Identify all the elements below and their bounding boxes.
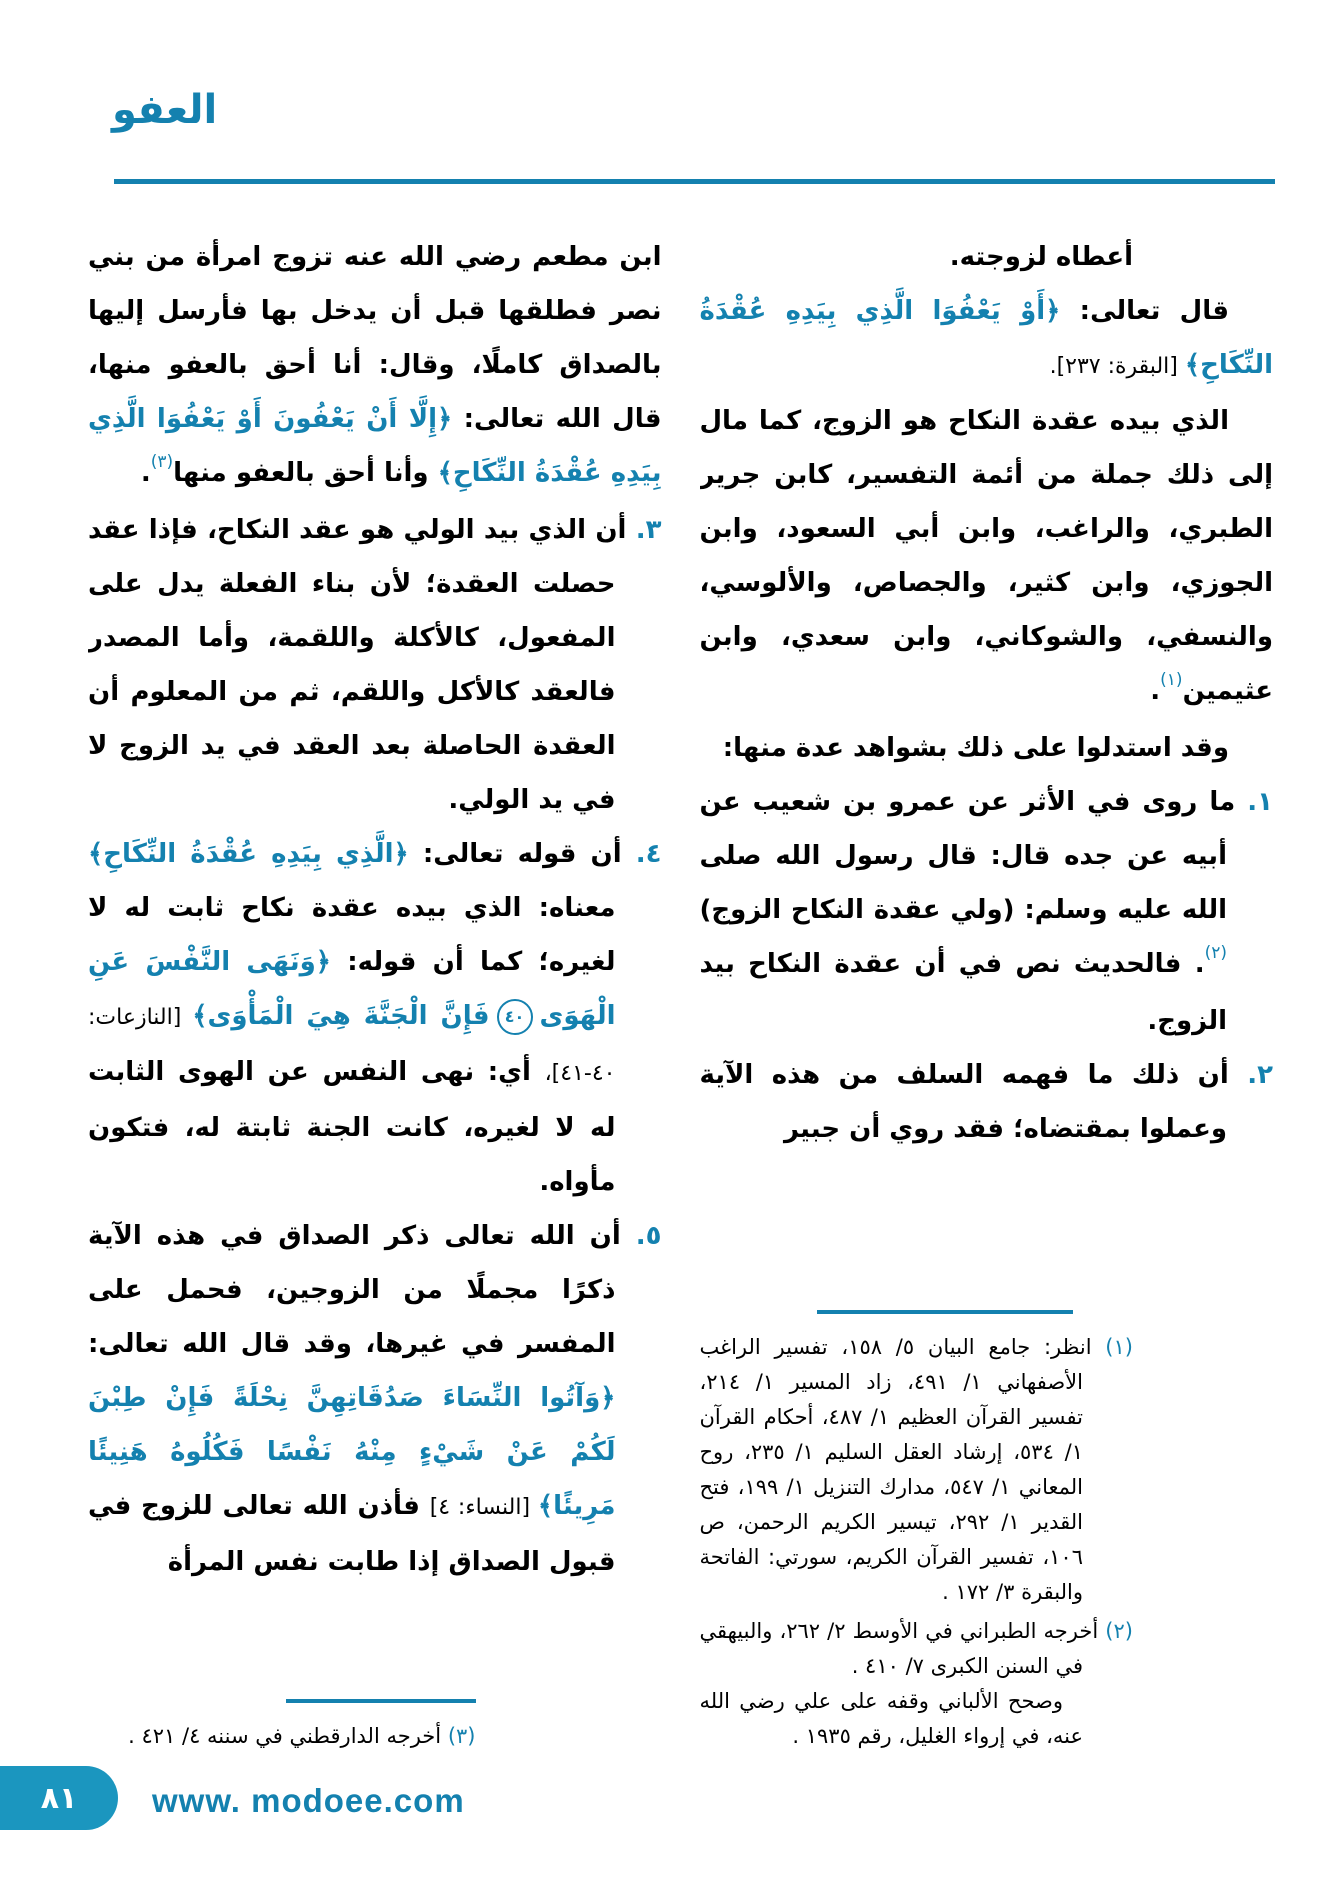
footnote-1 xyxy=(700,1330,1134,1610)
footnote-number: (٢) xyxy=(1105,1619,1133,1643)
body-text: فأذن الله تعالى للزوج في قبول الصداق إذا طابت نفس المرأة xyxy=(88,1491,616,1577)
footnote-marker-1: (١) xyxy=(1160,670,1183,690)
list-item-5 xyxy=(88,1209,662,1589)
verse-reference: [النازعات: ٤٠-٤١]، xyxy=(88,1005,616,1086)
body-text: وأنا أحق بالعفو منها xyxy=(173,458,438,488)
body-text: . xyxy=(140,458,151,488)
page-number: ٨١ xyxy=(40,1780,78,1816)
footnote-text: أخرجه الدارقطني في سننه ٤/ ٤٢١ . xyxy=(128,1724,442,1748)
quran-verse: ﴿وَآتُوا النِّسَاءَ صَدُقَاتِهِنَّ نِحْلَةً فَإِنْ طِبْنَ لَكُمْ عَنْ شَيْءٍ مِنْهُ نَفْسًا فَكُلُوهُ هَنِيئًا مَرِيئًا﴾ xyxy=(88,1383,616,1521)
body-text: أن قوله تعالى: xyxy=(408,839,622,869)
body-text: أن الله تعالى ذكر الصداق في هذه الآية ذكرًا مجملًا من الزوجين، فحمل على المفسر في غيرها، وقد قال الله تعالى: xyxy=(88,1221,621,1359)
footnote-number: (٣) xyxy=(447,1724,476,1748)
ayah-number-ornament: ٤٠ xyxy=(497,999,533,1035)
body-text: الذي بيده عقدة النكاح هو الزوج، كما مال إلى ذلك جملة من أئمة التفسير، كابن جرير الطبري، والراغب، وابن أبي السعود، وابن الجوزي، وابن كثير، والجصاص، والألوسي، والنسفي، والشوكاني، وابن سعدي، وابن عثيمين xyxy=(699,406,1273,706)
footnote-3 xyxy=(88,1719,476,1754)
body-text: ما روى في الأثر عن عمرو بن شعيب عن أبيه عن جده قال: قال رسول الله صلى الله عليه وسلم: (ولي عقدة النكاح الزوج) xyxy=(699,787,1236,925)
footnote-marker-2: (٢) xyxy=(1204,943,1227,963)
body-text: وقد استدلوا على ذلك بشواهد عدة منها: xyxy=(722,733,1229,763)
quran-verse: فَإِنَّ الْجَنَّةَ هِيَ الْمَأْوَى﴾ xyxy=(192,1001,490,1031)
footnotes-section xyxy=(88,1699,476,1758)
page-title: العفو xyxy=(112,87,218,133)
list-item-3 xyxy=(88,503,662,827)
left-column xyxy=(88,230,662,1758)
list-number: ١. xyxy=(1247,787,1273,817)
header-rule xyxy=(114,179,1275,184)
list-item-2 xyxy=(700,1048,1274,1156)
paragraph-tafsir-imams xyxy=(700,394,1274,721)
verse-reference: [النساء: ٤] xyxy=(429,1495,538,1520)
list-item-4 xyxy=(88,827,662,1209)
footnote-separator-rule xyxy=(286,1699,476,1703)
body-text: أن ذلك ما فهمه السلف من هذه الآية وعملوا بمقتضاه؛ فقد روي أن جبير xyxy=(699,1060,1229,1144)
paragraph-story xyxy=(88,230,662,503)
page-number-badge xyxy=(0,1766,118,1830)
quran-verse: ﴿إِلَّا أَنْ يَعْفُونَ أَوْ يَعْفُوَا الَّذِي بِيَدِهِ عُقْدَةُ النِّكَاحِ﴾ xyxy=(88,404,662,488)
body-text: أن الذي بيد الولي هو عقد النكاح، فإذا عقد حصلت العقدة؛ لأن بناء الفعلة يدل على المفعول، كالأكلة واللقمة، وأما المصدر فالعقد كالأكل واللقم، ثم من المعلوم أن العقدة الحاصلة بعد العقد في يد الزوج لا في يد الولي. xyxy=(88,515,627,815)
body-text: . xyxy=(1150,676,1161,706)
body-text: أي: نهى النفس عن الهوى الثابت له لا لغيره، كانت الجنة ثابتة له، فتكون مأواه. xyxy=(88,1057,616,1197)
quran-verse: ﴿أَوْ يَعْفُوَا الَّذِي بِيَدِهِ عُقْدَةُ النِّكَاحِ﴾ xyxy=(699,296,1273,380)
list-number: ٤. xyxy=(635,839,662,869)
list-number: ٣. xyxy=(635,515,662,545)
content-columns xyxy=(88,230,1273,1758)
paragraph-continuation xyxy=(700,230,1274,284)
footnote-separator-rule xyxy=(817,1310,1073,1314)
body-text: معناه: الذي بيده عقدة نكاح ثابت له لا لغيره؛ كما أن قوله: xyxy=(88,893,616,977)
quran-verse: ﴿وَنَهَى النَّفْسَ عَنِ الْهَوَى xyxy=(88,947,616,1031)
website-link[interactable]: www. modoee.com xyxy=(152,1782,465,1819)
verse-reference: [البقرة: ٢٣٧]. xyxy=(1049,354,1185,379)
body-text: قال تعالى: xyxy=(1060,296,1229,326)
list-number: ٥. xyxy=(635,1221,662,1251)
footnote-text: أخرجه الطبراني في الأوسط ٢/ ٢٦٢، والبيهقي في السنن الكبرى ٧/ ٤١٠ . xyxy=(699,1619,1099,1678)
paragraph-verse-baqarah xyxy=(700,284,1274,394)
footnote-text-continuation: وصحح الألباني وقفه على علي رضي الله عنه، في إرواء الغليل، رقم ١٩٣٥ . xyxy=(699,1689,1083,1748)
footnote-text: انظر: جامع البيان ٥/ ١٥٨، تفسير الراغب الأصفهاني ١/ ٤٩١، زاد المسير ١/ ٢١٤، تفسير القرآن العظيم ١/ ٤٨٧، أحكام القرآن ١/ ٥٣٤، إرشاد العقل السليم ١/ ٢٣٥، روح المعاني ١/ ٥٤٧، مدارك التنزيل ١/ ١٩٩، فتح القدير ١/ ٢٩٢، تيسير الكريم الرحمن، ص ١٠٦، تفسير القرآن الكريم، سورتي: الفاتحة والبقرة ٣/ ١٧٢ . xyxy=(699,1335,1092,1604)
quran-verse: ﴿الَّذِي بِيَدِهِ عُقْدَةُ النِّكَاحِ﴾ xyxy=(88,839,409,869)
footnote-2 xyxy=(700,1614,1134,1754)
right-column xyxy=(700,230,1274,1758)
footnotes-section xyxy=(700,1310,1134,1758)
body-text: أعطاه لزوجته. xyxy=(949,242,1133,272)
list-item-1 xyxy=(700,775,1274,1048)
list-number: ٢. xyxy=(1247,1060,1273,1090)
paragraph-evidence-intro xyxy=(700,721,1274,775)
footnote-marker-3: (٣) xyxy=(150,452,174,472)
footnote-number: (١) xyxy=(1105,1335,1133,1359)
body-text: ابن مطعم رضي الله عنه تزوج امرأة من بني نصر فطلقها قبل أن يدخل بها فأرسل إليها بالصداق كاملًا، وقال: أنا أحق بالعفو منها، قال الله تعالى: xyxy=(88,242,662,434)
body-text: . فالحديث نص في أن عقدة النكاح بيد الزوج. xyxy=(699,949,1227,1036)
